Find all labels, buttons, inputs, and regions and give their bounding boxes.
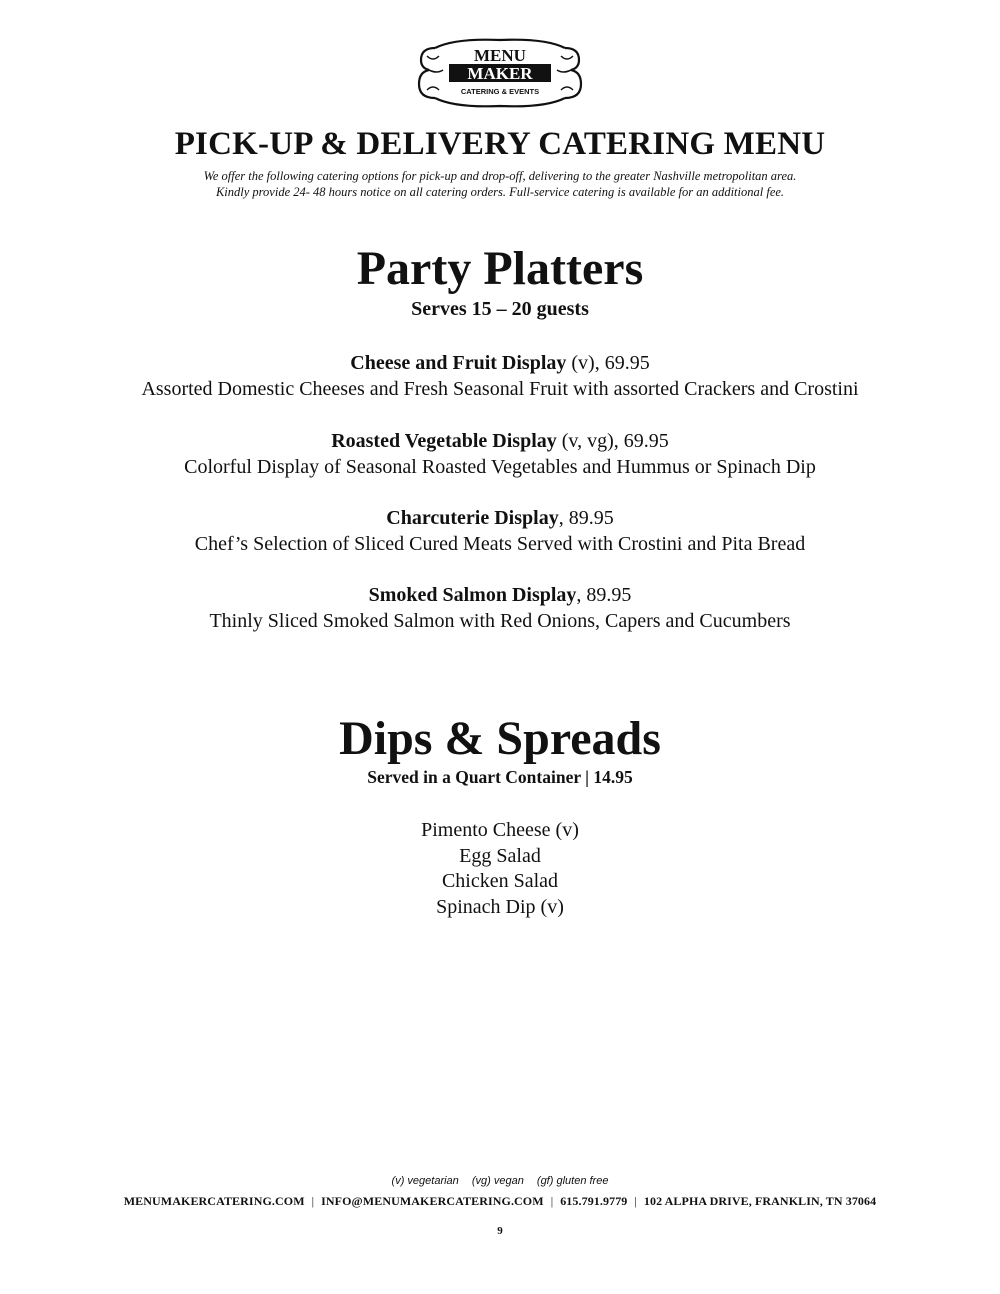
diet-legend (0, 1175, 1000, 1187)
menu-item-name: Smoked Salmon Display (368, 584, 577, 606)
list-item: Egg Salad (459, 844, 541, 867)
menu-item-name: Charcuterie Display (386, 507, 559, 529)
menu-item-price: , 89.95 (558, 507, 614, 529)
menu-item (0, 428, 1000, 480)
footer-separator: | (550, 1194, 554, 1208)
party-platters-title: Party Platters (356, 242, 644, 295)
list-item: Chicken Salad (441, 870, 559, 892)
menu-item (0, 505, 1000, 557)
dips-spreads-subtitle: Served in a Quart Container | 14.95 (367, 767, 633, 787)
footer-phone: 615.791.9779 (560, 1194, 628, 1208)
intro-line-2: Kindly provide 24- 48 hours notice on all catering orders. Full-service catering is available for an additional fee. (215, 185, 785, 199)
menu-item-description: Thinly Sliced Smoked Salmon with Red Onions, Capers and Cucumbers (209, 610, 791, 632)
intro-text (0, 168, 1000, 200)
intro-line-1: We offer the following catering options for pick-up and drop-off, delivering to the greater Nashville metropolitan area. (203, 169, 797, 183)
legend-gluten-free: (gf) gluten free (536, 1175, 609, 1187)
menu-item-description: Colorful Display of Seasonal Roasted Vegetables and Hummus or Spinach Dip (184, 456, 816, 478)
footer-separator: | (311, 1194, 315, 1208)
menu-item-name: Cheese and Fruit Display (350, 352, 567, 374)
menu-item-price: (v, vg), 69.95 (556, 430, 669, 452)
menu-item-description: Chef’s Selection of Sliced Cured Meats Served with Crostini and Pita Bread (194, 533, 806, 555)
dips-list (0, 818, 1000, 920)
party-platters-subtitle: Serves 15 – 20 guests (411, 298, 589, 320)
menu-item-name: Roasted Vegetable Display (331, 430, 557, 452)
menu-item (0, 350, 1000, 402)
logo-text-menu: MENU (474, 46, 526, 65)
footer-email-link[interactable]: INFO@MENUMAKERCATERING.COM (321, 1194, 544, 1208)
footer-contact (0, 1194, 1000, 1209)
logo-text-maker: MAKER (467, 64, 533, 83)
legend-vegetarian: (v) vegetarian (391, 1175, 459, 1187)
dips-spreads-title: Dips & Spreads (339, 712, 661, 765)
menu-maker-logo (415, 34, 585, 112)
menu-item-price: , 89.95 (576, 584, 632, 606)
page-number: 9 (497, 1225, 503, 1237)
footer-address: 102 ALPHA DRIVE, FRANKLIN, TN 37064 (643, 1194, 877, 1208)
footer-separator: | (634, 1194, 637, 1208)
footer-website-link[interactable]: MENUMAKERCATERING.COM (123, 1194, 305, 1208)
menu-item-description: Assorted Domestic Cheeses and Fresh Seasonal Fruit with assorted Crackers and Crostini (141, 378, 859, 400)
menu-item-price: (v), 69.95 (566, 352, 650, 374)
menu-item (0, 582, 1000, 634)
logo-emblem-icon (415, 34, 585, 112)
page-title: PICK-UP & DELIVERY CATERING MENU (174, 126, 826, 162)
list-item: Spinach Dip (v) (436, 895, 564, 918)
list-item: Pimento Cheese (v) (421, 819, 579, 841)
legend-vegan: (vg) vegan (471, 1175, 524, 1187)
logo-text-catering: CATERING & EVENTS (460, 87, 540, 96)
